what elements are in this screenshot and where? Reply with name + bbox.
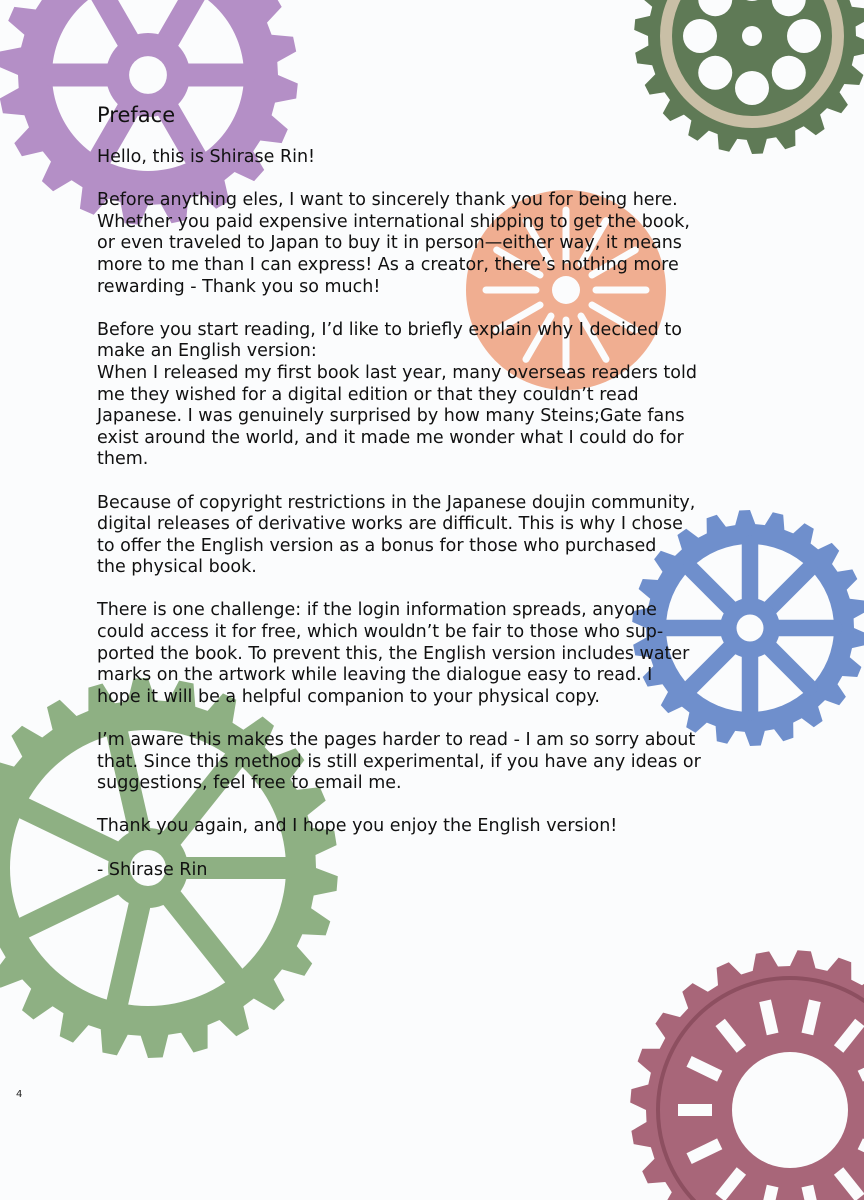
gear-blue-axle	[737, 615, 764, 642]
text-line: Japanese. I was genuinely surprised by how many Steins;Gate fans	[97, 406, 685, 427]
text-line: suggestions, feel free to email me.	[97, 773, 402, 794]
gear-darkgreen-axle	[742, 26, 762, 46]
gear-mauve-slot	[807, 1001, 815, 1034]
page-number: 4	[16, 1089, 23, 1100]
text-line: make an English version:	[97, 341, 317, 362]
gear-darkgreen-hole	[683, 19, 717, 53]
text-line: Before you start reading, I’d like to briefly explain why I decided to	[97, 319, 682, 340]
greeting: Hello, this is Shirase Rin!	[97, 147, 316, 167]
text-line: I’m aware this makes the pages harder to read - I am so sorry about	[97, 730, 696, 751]
text-line: Because of copyright restrictions in the Japanese doujin community,	[97, 492, 696, 513]
text-line: Whether you paid expensive international shipping to get the book,	[97, 211, 690, 232]
text-line: ported the book. To prevent this, the English version includes water	[97, 643, 690, 664]
text-line: to offer the English version as a bonus for those who purchased	[97, 535, 657, 556]
gear-mauve-center	[732, 1052, 848, 1168]
text-line: exist around the world, and it made me wonder what I could do for	[97, 427, 684, 448]
paragraph-2	[97, 320, 737, 471]
gear-mauve-slot	[807, 1186, 815, 1200]
text-line: hope it will be a helpful companion to your physical copy.	[97, 686, 600, 707]
page-title: Preface	[97, 103, 176, 127]
gear-mauve-slot	[765, 1001, 773, 1034]
text-line: the physical book.	[97, 557, 257, 578]
text-line: them.	[97, 449, 149, 470]
text-line: me they wished for a digital edition or that they couldn’t read	[97, 384, 639, 405]
text-line: digital releases of derivative works are difficult. This is why I chose	[97, 514, 683, 535]
text-line: more to me than I can express! As a creator, there’s nothing more	[97, 254, 679, 275]
gear-purple-axle	[129, 56, 167, 94]
gear-mauve-slot	[765, 1186, 773, 1200]
text-line: that. Since this method is still experimental, if you have any ideas or	[97, 751, 701, 772]
text-line: There is one challenge: if the login information spreads, anyone	[97, 600, 657, 621]
text-line: could access it for free, which wouldn’t be fair to those who sup-	[97, 622, 664, 643]
paragraph-1	[97, 190, 737, 298]
gear-darkgreen-hole	[772, 56, 806, 90]
paragraph-6	[97, 816, 737, 838]
gear-darkgreen-hole	[735, 71, 769, 105]
text-line: rewarding - Thank you so much!	[97, 276, 381, 297]
paragraph-5	[97, 730, 737, 795]
signature: - Shirase Rin	[97, 859, 208, 880]
text-line: Thank you again, and I hope you enjoy the English version!	[97, 816, 618, 837]
text-line: Before anything eles, I want to sincerely thank you for being here.	[97, 190, 678, 211]
text-line: or even traveled to Japan to buy it in person—either way, it means	[97, 233, 682, 254]
gear-darkgreen-hole	[787, 19, 821, 53]
preface-text	[97, 100, 737, 903]
gear-darkgreen-hole	[698, 56, 732, 90]
paragraph-3	[97, 493, 737, 579]
text-line: marks on the artwork while leaving the dialogue easy to read. I	[97, 665, 653, 686]
text-line: When I released my first book last year, many overseas readers told	[97, 362, 697, 383]
paragraph-4	[97, 600, 737, 708]
